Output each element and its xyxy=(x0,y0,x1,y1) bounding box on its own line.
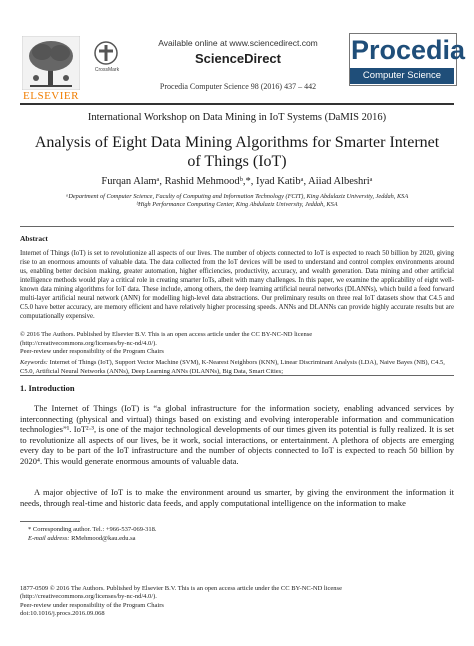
author-list: Furqan Alamᵃ, Rashid Mehmoodᵇ,*, Iyad Katibᵃ, Aiiad Albeshriᵃ xyxy=(101,176,373,187)
header-divider xyxy=(20,103,454,105)
footer-license-link[interactable]: (http://creativecommons.org/licenses/by-nc-nd/4.0/). xyxy=(20,593,157,601)
introduction-heading: 1. Introduction xyxy=(20,383,75,393)
email-note xyxy=(28,535,448,543)
page-footer xyxy=(20,585,454,618)
abstract-heading: Abstract xyxy=(20,234,48,243)
footer-doi[interactable]: doi:10.1016/j.procs.2016.09.068 xyxy=(20,609,105,617)
procedia-subtitle: Computer Science xyxy=(362,70,442,81)
keywords-label: Keywords: xyxy=(20,359,48,366)
abstract-text: Internet of Things (IoT) is set to revolutionize all aspects of our lives. The number of objects connected to IoT is expected to reach 50 billion by 2020, giving rise to an enormous amounts of valuable data. The data collected from the IoT devices will be used to understand and control complex environments around us, enabling better decision making, greater automation, higher efficiencies, productivity, accuracy, and wealth generation. Data mining and other artificial intelligence methods would play a critical role in creating smarter IoTs, albeit with many challenges. In this paper, we examine the applicability of eight well-known data mining algorithms for IoT data. These include, among others, the deep learning artificial neural networks (DLANNs), which build a feed forward multi-layer artificial neural network (ANN) for modelling high-level data abstractions. Our preliminary results on three real IoT datasets show that C4.5 and C5.0 have better accuracy, are memory efficient and have relatively higher processing speeds. ANNs and DLANNs can provide highly accurate results but are computationally expensive. xyxy=(20,250,454,320)
footer-copyright: 1877-0509 © 2016 The Authors. Published by Elsevier B.V. This is an open access article under the CC BY-NC-ND license xyxy=(20,585,342,592)
license-link[interactable]: (http://creativecommons.org/licenses/by-nc-nd/4.0/). xyxy=(20,339,157,347)
footnote-divider xyxy=(20,521,80,522)
abstract-copyright xyxy=(20,331,454,357)
elsevier-tree-logo xyxy=(22,36,80,90)
abstract-top-divider xyxy=(20,226,454,227)
available-online-text[interactable]: Available online at www.sciencedirect.com xyxy=(158,38,318,48)
copyright-line-1: © 2016 The Authors. Published by Elsevier B.V. This is an open access article under the CC BY-NC-ND license xyxy=(20,331,313,338)
affiliation-a: ᵃDepartment of Computer Science, Faculty of Computing and Information Technology (FCIT), King Abdulaziz University, Jeddah, KSA xyxy=(65,193,409,200)
corresponding-author-note: * Corresponding author. Tel.: +966-537-069-318. xyxy=(28,526,157,533)
journal-citation: Procedia Computer Science 98 (2016) 437 – 442 xyxy=(159,82,317,91)
peer-review-line: Peer-review under responsibility of the Program Chairs xyxy=(20,348,164,355)
sciencedirect-logo: ScienceDirect xyxy=(195,51,281,66)
crossmark-icon[interactable] xyxy=(94,41,118,65)
email-label: E-mail address: xyxy=(28,535,70,542)
abstract-bottom-divider xyxy=(20,375,454,376)
workshop-name: International Workshop on Data Mining in IoT Systems (DaMIS 2016) xyxy=(87,112,387,123)
intro-paragraph-1: The Internet of Things (IoT) is “a global infrastructure for the information society, enabling advanced services by interconnecting (physical and virtual) things based on existing and evolving interoperable information and communication technologies”¹. IoT²·³, is one of the major technological developments of our times given its potential is fully realized. It is set to revolutionize all aspects of our lives, be it work, social interactions, or entertainment. A plethora of objects are emerging every day to be part of the IoT infrastructure and the number of objects connected to IoT is expected to reach 50 billion by 2020⁴. This would generate enormous amounts of valuable data. xyxy=(20,403,454,466)
procedia-logo: Procedia xyxy=(351,35,466,65)
footer-peer-review: Peer-review under responsibility of the Program Chairs xyxy=(20,601,164,609)
crossmark-label: CrossMark xyxy=(94,67,120,73)
keywords-list: Internet of Things (IoT), Support Vector Machine (SVM), K-Nearest Neighbors (KNN), Linear Discriminant Analysis (LDA), Naive Bayes (NB), C4.5, C5.0, Artificial Neural Networks (ANNs), Deep Learning ANNs (DLANNs), Big Data, Smart Cities; xyxy=(20,359,445,375)
intro-paragraph-2: A major objective of IoT is to make the environment around us smarter, by giving the environment the information it needs, through real-time and historic data feeds, and apply computational intelligence on the information to make xyxy=(20,487,454,508)
keywords xyxy=(20,359,454,376)
paper-title: Analysis of Eight Data Mining Algorithms for Smarter Internet of Things (IoT) xyxy=(34,134,440,170)
elsevier-wordmark: ELSEVIER xyxy=(23,90,79,102)
affiliation-b: ᵇHigh Performance Computing Center, King Abdulaziz University, Jeddah, KSA xyxy=(136,201,338,208)
author-email[interactable]: RMehmood@kau.edu.sa xyxy=(71,535,136,542)
